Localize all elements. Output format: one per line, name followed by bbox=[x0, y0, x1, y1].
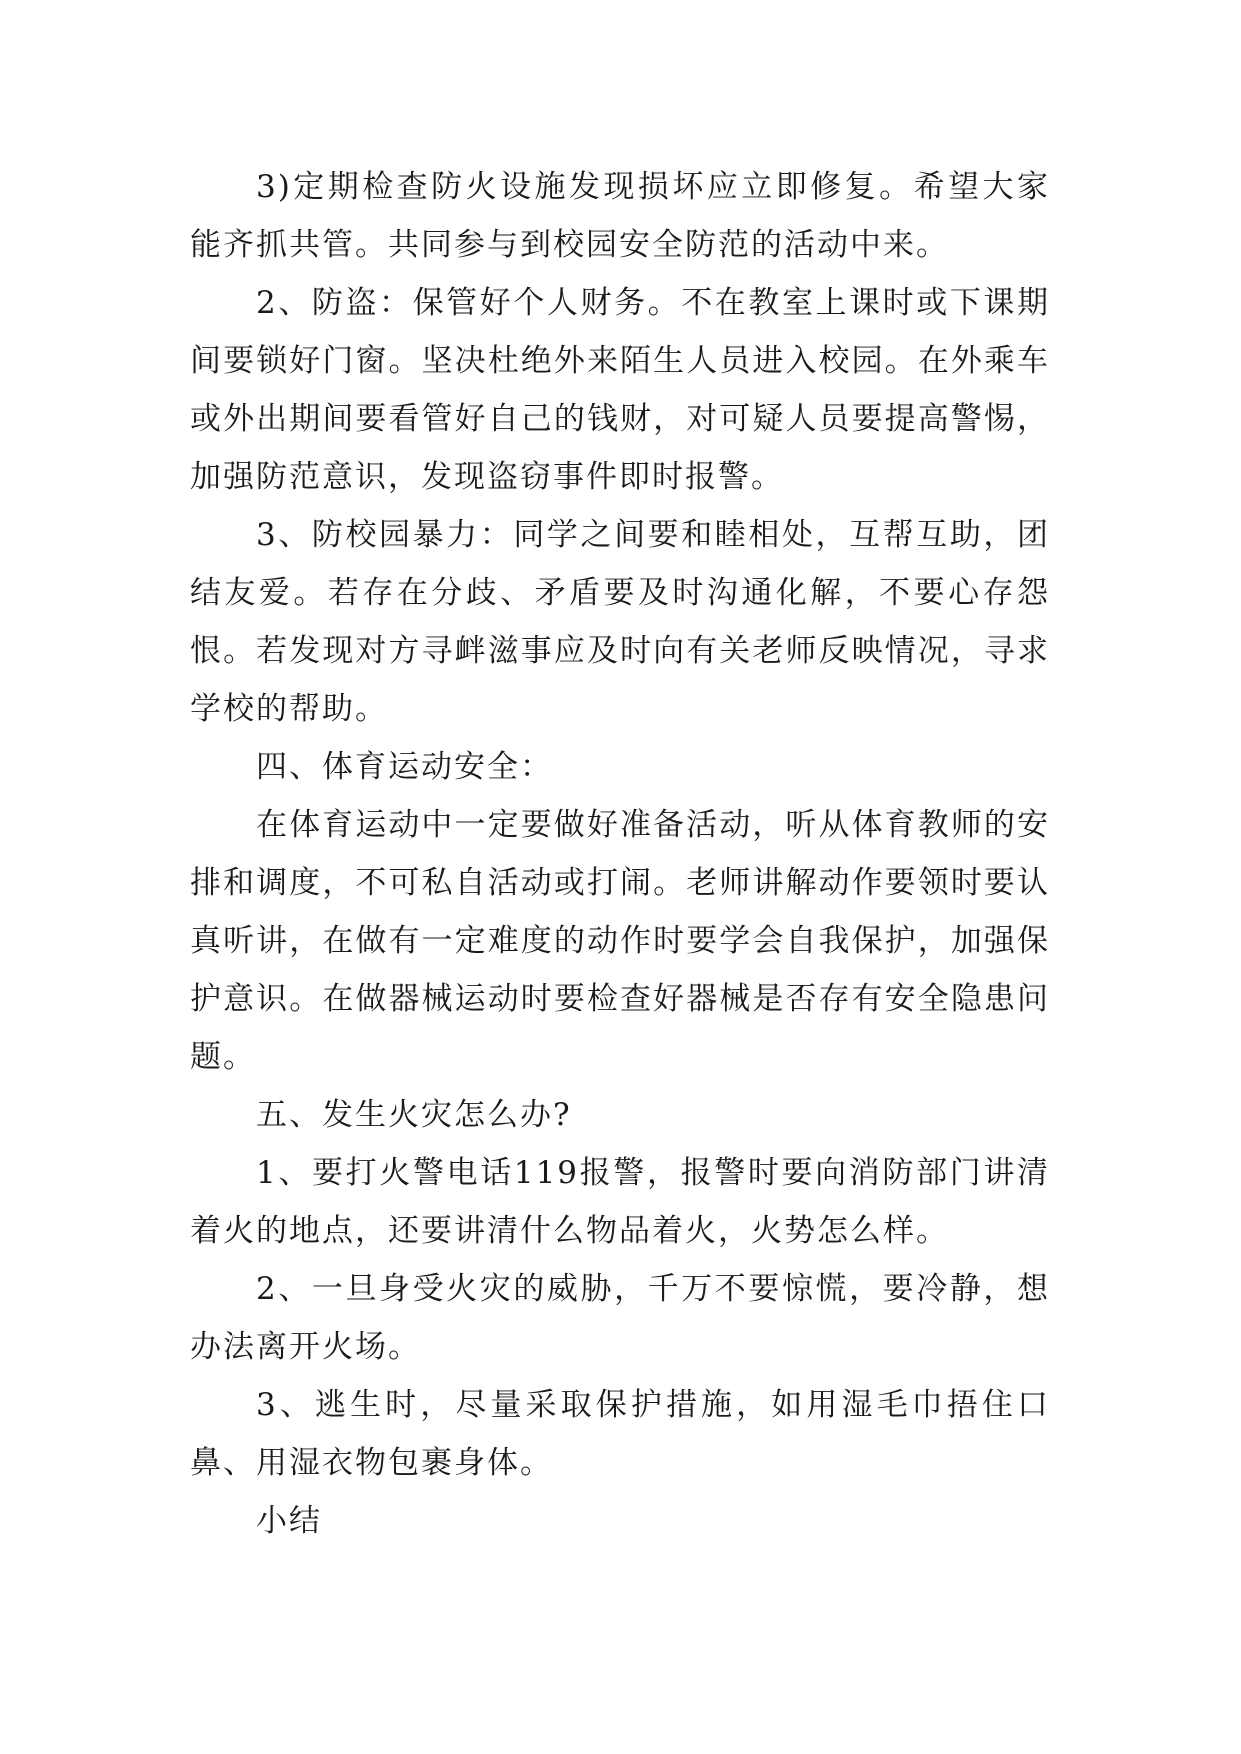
paragraph-anti-school-violence: 3、防校园暴力：同学之间要和睦相处，互帮互助，团结友爱。若存在分歧、矛盾要及时沟通化解，不要心存怨恨。若发现对方寻衅滋事应及时向有关老师反映情况，寻求学校的帮助。 bbox=[190, 517, 1050, 727]
document-body bbox=[190, 158, 1050, 1550]
heading-summary: 小结 bbox=[256, 1503, 322, 1539]
heading-fire-response: 五、发生火灾怎么办? bbox=[256, 1097, 572, 1133]
paragraph-call-119: 1、要打火警电话119报警，报警时要向消防部门讲清着火的地点，还要讲清什么物品着火，火势怎么样。 bbox=[190, 1155, 1050, 1249]
paragraph-stay-calm: 2、一旦身受火灾的威胁，千万不要惊慌，要冷静，想办法离开火场。 bbox=[190, 1271, 1050, 1365]
paragraph-fire-facility-check: 3)定期检查防火设施发现损坏应立即修复。希望大家能齐抓共管。共同参与到校园安全防范的活动中来。 bbox=[190, 169, 1050, 263]
paragraph-anti-theft: 2、防盗：保管好个人财务。不在教室上课时或下课期间要锁好门窗。坚决杜绝外来陌生人员进入校园。在外乘车或外出期间要看管好自己的钱财，对可疑人员要提高警惕，加强防范意识，发现盗窃事件即时报警。 bbox=[190, 285, 1050, 495]
paragraph-sports-safety: 在体育运动中一定要做好准备活动，听从体育教师的安排和调度，不可私自活动或打闹。老师讲解动作要领时要认真听讲，在做有一定难度的动作时要学会自我保护，加强保护意识。在做器械运动时要检查好器械是否存有安全隐患问题。 bbox=[190, 807, 1050, 1075]
heading-sports-safety: 四、体育运动安全： bbox=[256, 749, 553, 785]
paragraph-escape-protection: 3、逃生时，尽量采取保护措施，如用湿毛巾捂住口鼻、用湿衣物包裹身体。 bbox=[190, 1387, 1050, 1481]
